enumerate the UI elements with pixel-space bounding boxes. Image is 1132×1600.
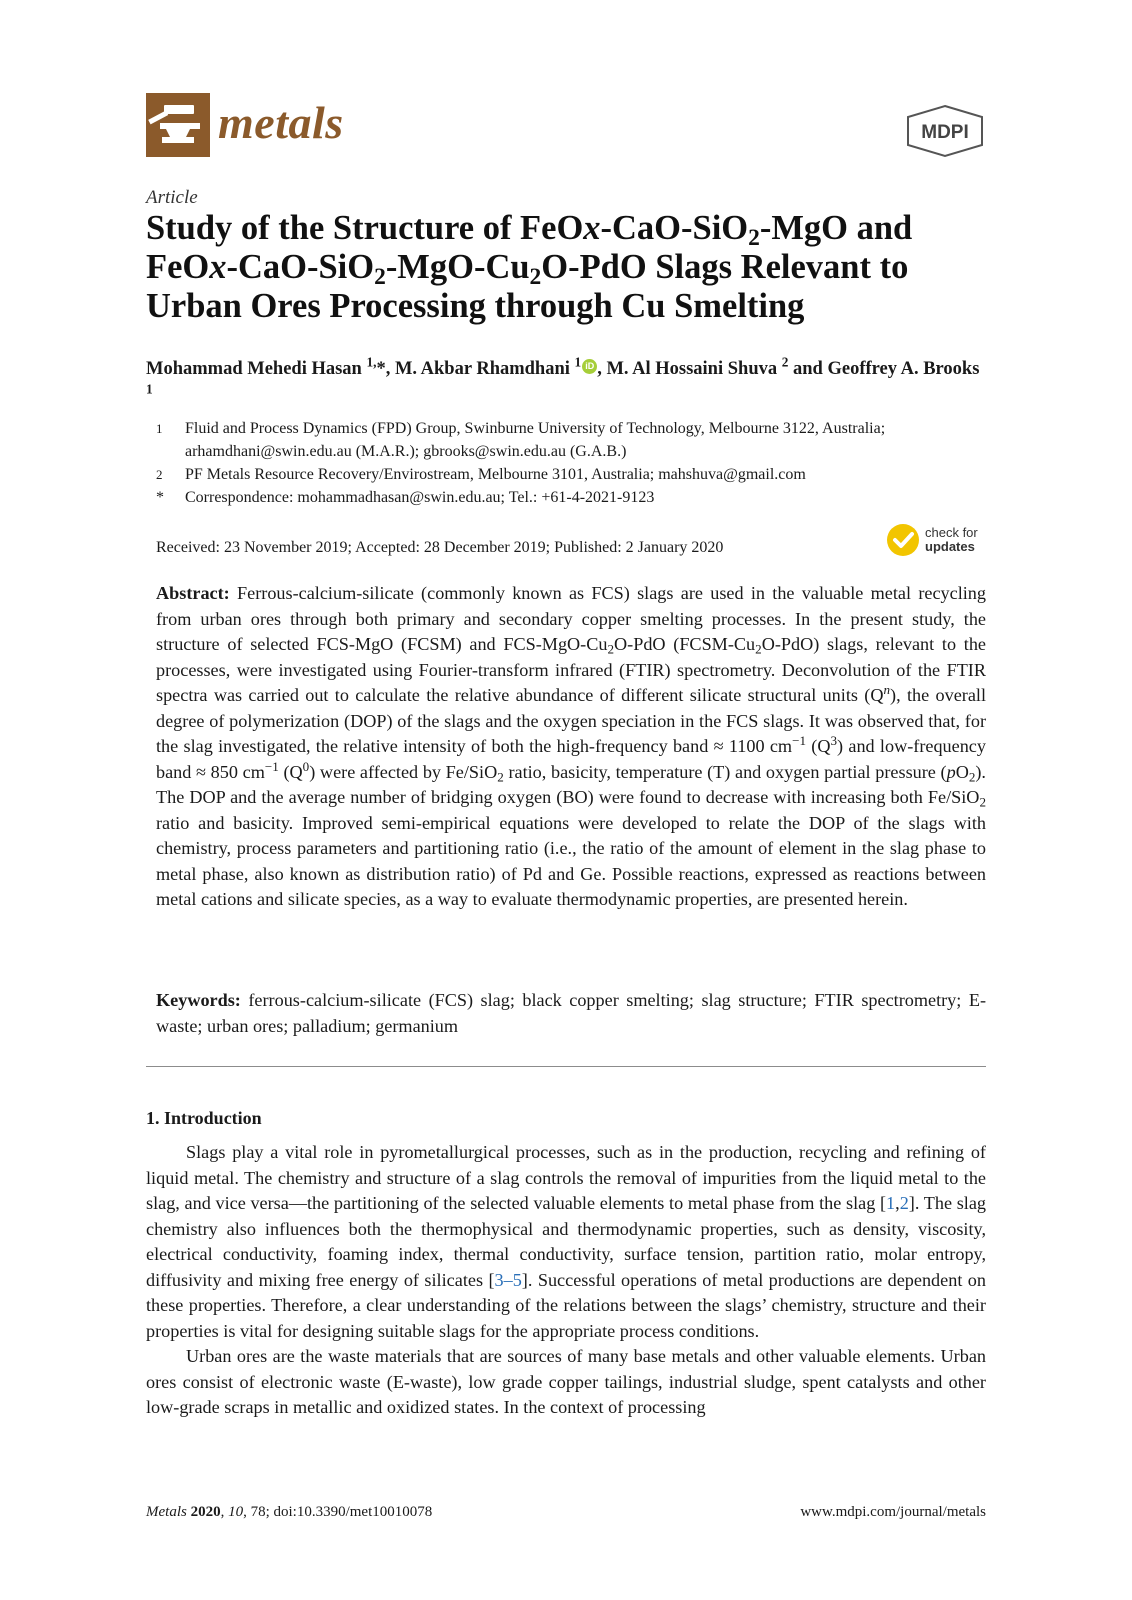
affiliation-text: Fluid and Process Dynamics (FPD) Group, Swinburne University of Technology, Melbourne 3122, Australia; arhamdhani@swin.edu.au (M.A.R.); gbrooks@swin.edu.au (G.A.B.) — [185, 420, 886, 460]
orcid-icon[interactable]: iD — [582, 359, 597, 374]
section-divider — [146, 1066, 986, 1067]
abstract-label: Abstract: — [156, 583, 230, 603]
keywords — [156, 988, 986, 1039]
check-updates-line2: updates — [925, 539, 975, 554]
publication-dates: Received: 23 November 2019; Accepted: 28 December 2019; Published: 2 January 2020 — [156, 539, 724, 556]
journal-name: metals — [218, 97, 344, 148]
paper-title: Study of the Structure of FeOx-CaO-SiO$_2$-MgO and FeOx-$CaO-SiO_2-MgO-Cu_2O$-PdO Slags Relevant to Urban Ores Processing through Cu Smelting — [146, 209, 913, 325]
intro-paragraph-2: Urban ores are the waste materials that are sources of many base metals and other valuable elements. Urban ores consist of electronic waste (E-waste), low grade copper tailings, industrial sludge, spent catalysts and other low-grade scraps in metallic and oxidized states. In the context of processing — [146, 1346, 986, 1417]
keywords-label: Keywords: — [156, 990, 241, 1010]
author-list: Mohammad Mehedi Hasan $^{1,}$*, M. Akbar Rhamdhani $^1$ iD , M. Al Hossaini Shuva $^2$ and Geoffrey A. Brooks $^1$ — [146, 354, 980, 397]
introduction-body — [146, 1140, 986, 1421]
affiliations — [156, 417, 992, 509]
section-heading: 1. Introduction — [146, 1108, 262, 1128]
affiliation-1 — [156, 417, 992, 463]
footer-journal-url[interactable]: www.mdpi.com/journal/metals — [800, 1504, 986, 1520]
publisher-logo-text: MDPI — [921, 122, 969, 143]
intro-paragraph-1: Slags play a vital role in pyrometallurgical processes, such as in the production, recycling and refining of liquid metal. The chemistry and structure of a slag controls the removal of impurities from the liquid metal to the slag, and vice versa—the partitioning of the selected valuable elements to metal phase from the slag [1,2]. The slag chemistry also influences both the thermophysical and thermodynamic properties, such as density, viscosity, electrical conductivity, foaming index, thermal conductivity, surface tension, partition ratio, molar entropy, diffusivity and mixing free energy of silicates [3–5]. Successful operations of metal productions are dependent on these properties. Therefore, a clear understanding of the relations between the slags’ chemistry, structure and their properties is vital for designing suitable slags for the appropriate process conditions. — [146, 1142, 986, 1341]
check-for-updates-badge[interactable] — [886, 523, 978, 557]
affiliation-2 — [156, 463, 992, 486]
keywords-text: ferrous-calcium-silicate (FCS) slag; black copper smelting; slag structure; FTIR spectrometry; E-waste; urban ores; palladium; germanium — [156, 990, 986, 1036]
footer-citation: Metals 2020, 10, 78; doi:10.3390/met10010078 — [146, 1504, 433, 1520]
reference-link[interactable]: 2 — [899, 1193, 909, 1213]
affiliation-mark: 2 — [156, 467, 163, 482]
mdpi-logo-icon — [902, 104, 988, 158]
journal-logo-icon — [146, 93, 210, 157]
correspondence-mark: * — [156, 489, 164, 506]
correspondence — [156, 486, 992, 509]
check-updates-icon — [886, 523, 920, 557]
affiliation-mark: 1 — [156, 421, 163, 436]
check-updates-line1: check for — [925, 525, 978, 540]
abstract — [156, 581, 986, 913]
affiliation-text: PF Metals Resource Recovery/Envirostream, Melbourne 3101, Australia; mahshuva@gmail.com — [185, 466, 806, 483]
reference-link[interactable]: 3–5 — [494, 1269, 522, 1290]
article-type: Article — [146, 187, 198, 208]
reference-link[interactable]: 1 — [886, 1193, 896, 1213]
correspondence-text: Correspondence: mohammadhasan@swin.edu.au; Tel.: +61-4-2021-9123 — [185, 489, 655, 506]
abstract-text: Ferrous-calcium-silicate (commonly known as FCS) slags are used in the valuable metal recycling from urban ores through both primary and secondary copper smelting processes. In the present study, the structure of selected FCS-MgO (FCSM) and FCS-$MgO-Cu_2O$-PdO $(FCSM-Cu_2O-PdO)$ slags, relevant to the processes, were investigated using Fourier-transform infrared (FTIR) spectrometry. Deconvolution of the FTIR spectra was carried out to calculate the relative abundance of different silicate structural units $(Q^n)$, the overall degree of polymerization (DOP) of the slags and the oxygen speciation in the FCS slags. It was observed that, for the slag investigated, the relative intensity of both the high-frequency band ≈ 1100 $cm^{-1}$ $(Q^3)$ and low-frequency band ≈ 850 $cm^{-1}$ $(Q^0)$ were affected by Fe/SiO$_2$ ratio, basicity, temperature (T) and oxygen partial pressure $(pO_2)$. The DOP and the average number of bridging oxygen (BO) were found to decrease with increasing both Fe/SiO$_2$ ratio and basicity. Improved semi-empirical equations were developed to relate the DOP of the slags with chemistry, process parameters and partitioning ratio (i.e., the ratio of the amount of element in the slag phase to metal phase, also known as distribution ratio) of Pd and Ge. Possible reactions, expressed as reactions between metal cations and silicate species, as a way to evaluate thermodynamic properties, are presented herein. — [156, 583, 986, 909]
